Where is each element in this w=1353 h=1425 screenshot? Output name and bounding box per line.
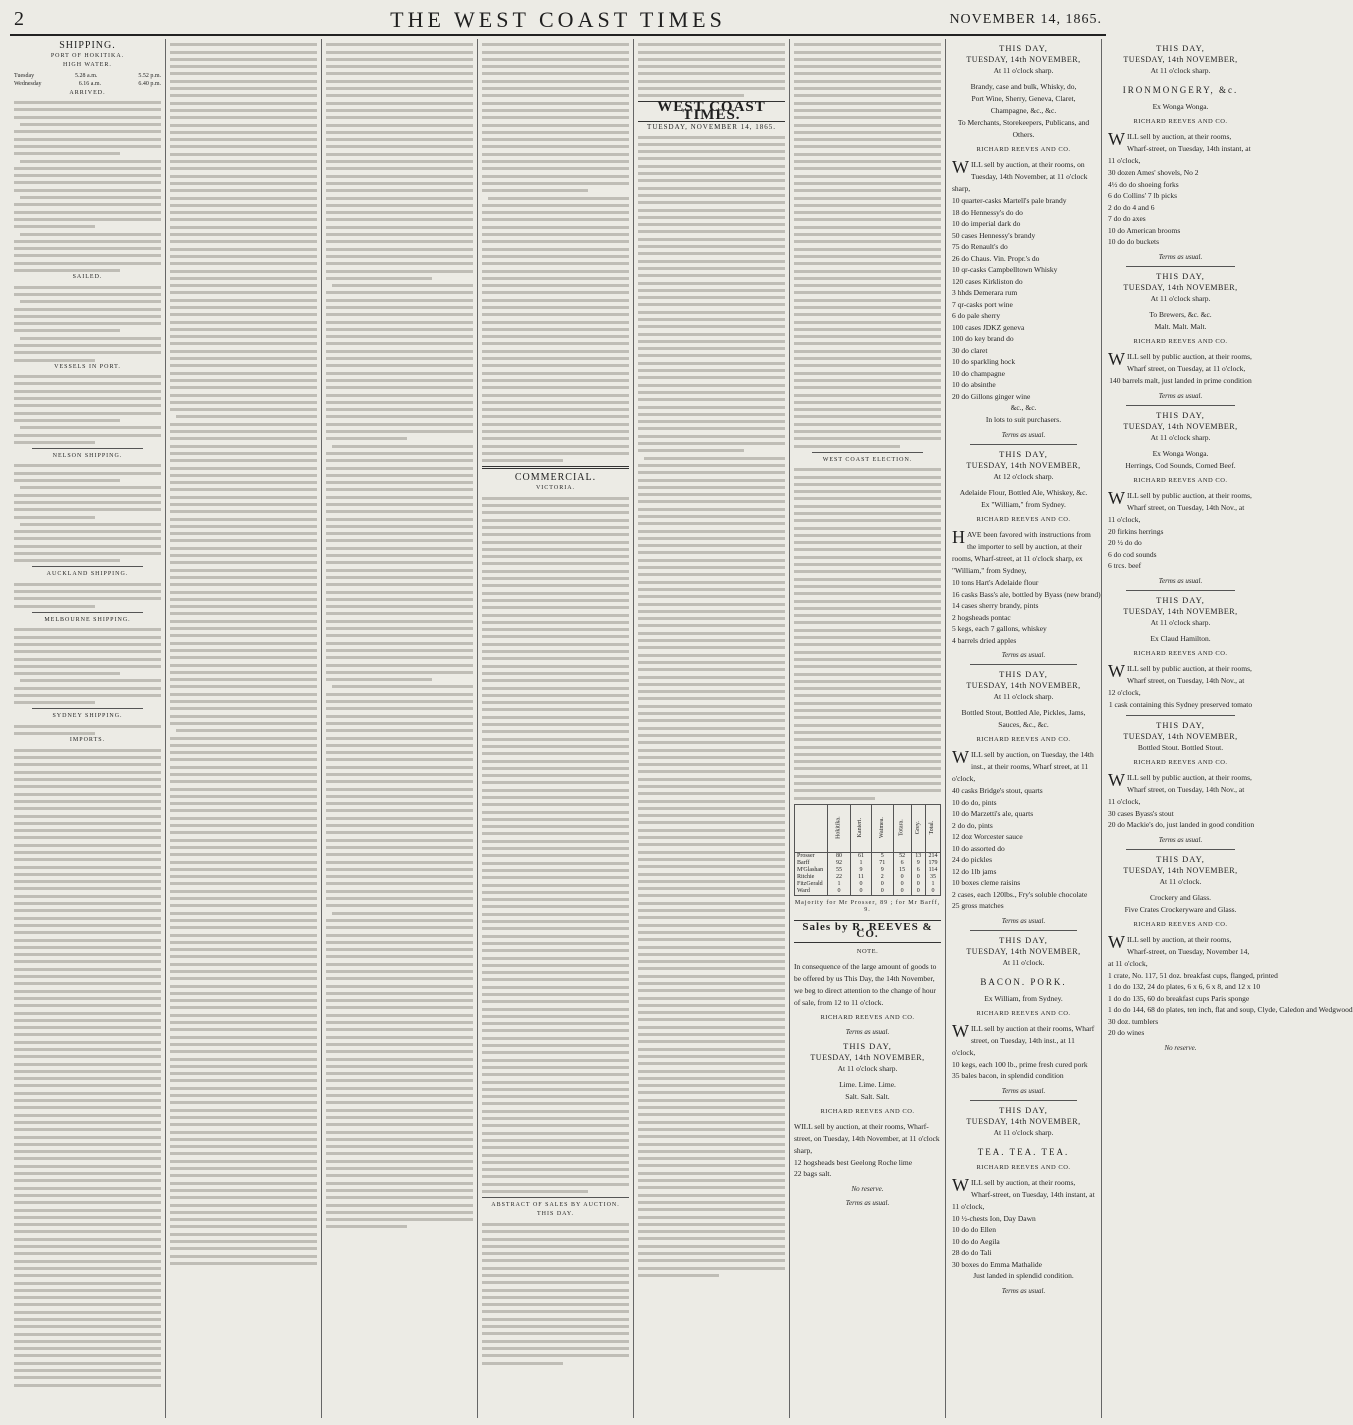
sailed-heading: SAILED.	[72, 274, 103, 281]
ad-claud-hamilton: THIS DAY, TUESDAY, 14th NOVEMBER, At 11 o'clock sharp. Ex Claud Hamilton. RICHARD REEVES AND CO. WILL sell by public auction, at their rooms, Wharf street, on Tuesday, 14th Nov., at 12 o'clock, 1 cask containing this Sydney preserved tomato	[1108, 594, 1253, 709]
election-heading: WEST COAST ELECTION.	[822, 456, 913, 463]
column-election	[790, 39, 946, 1418]
imports-text	[14, 749, 161, 1387]
in-port-text	[14, 375, 161, 444]
tide-row: Tuesday 5.28 a.m. 5.52 p.m.	[14, 72, 161, 79]
poll-table	[794, 804, 941, 896]
masthead	[10, 6, 1106, 36]
column-commercial	[478, 39, 634, 1418]
commercial-heading: COMMERCIAL.	[514, 472, 597, 484]
paper-title: THE WEST COAST TIMES	[390, 7, 726, 32]
ad-ironmongery: THIS DAY, TUESDAY, 14th NOVEMBER, At 11 o'clock sharp. IRONMONGERY, &c. Ex Wonga Wonga. RICHARD REEVES AND CO. WILL sell by auction, at their rooms, Wharf-street, on Tuesday, 14th instant, at 11 o'clock, 30 dozen Ames' shovels, No 2 4½ do do shoeing forks 6 do Collins' 7 lb picks 2 do do 4 and 6 7 do do axes 10 do American brooms 10 do do buckets Terms as usual.	[1108, 43, 1251, 261]
ad-tea: THIS DAY, TUESDAY, 14th NOVEMBER, At 11 o'clock sharp. TEA. TEA. TEA. RICHARD REEVES AND CO. WILL sell by auction, at their rooms, Wharf-street, on Tuesday, 14th instant, at 11 o'clock, 10 ½-chests Ion, Day Dawn 10 do do Ellen 10 do do Aegila 28 do do Tali 30 boxes do Emma Mathalide Just landed in splendid condition. Terms as usual.	[952, 1104, 1095, 1295]
nelson-heading: NELSON SHIPPING.	[52, 452, 123, 459]
melbourne-heading: MELBOURNE SHIPPING.	[44, 616, 131, 623]
column-auction-ads-right	[1102, 39, 1353, 1418]
ad-brandy: THIS DAY, TUESDAY, 14th NOVEMBER, At 11 o'clock sharp. Brandy, case and bulk, Whisky, do, Port Wine, Sherry, Geneva, Claret, Champagne, &c., &c. To Merchants, Storekeepers, Publicans, and Others. RICHARD REEVES AND CO. WILL sell by auction, at their rooms, on Tuesday, 14th November, at 11 o'clock sharp, 10 quarter-casks Martell's pale brandy 18 do Hennessy's do do 10 do imperial dark do 50 cases Hennessy's brandy 75 do Renault's do 26 do Chaus. Vin. Propr.'s do 10 qr-casks Campbelltown Whisky 120 cases Kirkliston do 3 hhds Demerara rum 7 qr-casks port wine 6 do pale sherry 100 cases JDKZ geneva 100 do key brand do 30 do claret 10 do sparkling hock 10 do champagne 10 do absinthe 20 do Gillons ginger wine &c., &c. In lots to suit purchasers. Terms as usual.	[952, 43, 1090, 439]
ad-crockery: THIS DAY, TUESDAY, 14th NOVEMBER, At 11 o'clock. Crockery and Glass. Five Crates Crockeryware and Glass. RICHARD REEVES AND CO. WILL sell by auction, at their rooms, Wharf-street, on Tuesday, November 14, at 11 o'clock, 1 crate, No. 117, 51 doz. breakfast cups, flanged, printed 1 do do 132, 24 do plates, 6 x 6, 6 x 8, and 12 x 10 1 do do 135, 60 do breakfast cups Paris sponge 1 do do 144, 68 do plates, ten inch, flat and soup, Clyde, Caledon and Wedgwood 30 doz. tumblers 20 do wines No reserve.	[1108, 853, 1353, 1052]
ad-stout-ale: THIS DAY, TUESDAY, 14th NOVEMBER, At 11 o'clock sharp. Bottled Stout, Bottled Ale, Pickles, Jams, Sauces, &c., &c. RICHARD REEVES AND CO. WILL sell by auction, on Tuesday, the 14th inst., at their rooms, Wharf street, at 11 o'clock, 40 casks Bridge's stout, quarts 10 do do, pints 10 do Marzetti's ale, quarts 2 do do, pints 12 doz Worcester sauce 10 do assorted do 24 do pickles 12 do 1lb jams 10 boxes cleme raisins 2 cases, each 120lbs., Fry's soluble chocolate 25 gross matches Terms as usual.	[952, 669, 1094, 925]
imports-continued	[170, 43, 317, 1265]
shipping-heading: SHIPPING.	[59, 40, 116, 51]
nameplate: WEST COAST TIMES.	[638, 101, 785, 122]
editorial-dateline: TUESDAY, NOVEMBER 14, 1865.	[647, 122, 776, 131]
abstract-heading: ABSTRACT OF SALES BY AUCTION.	[491, 1202, 620, 1209]
ad-herrings: THIS DAY, TUESDAY, 14th NOVEMBER, At 11 o'clock sharp. Ex Wonga Wonga. Herrings, Cod Sounds, Corned Beef. RICHARD REEVES AND CO. WILL sell by public auction, at their rooms, Wharf street, on Tuesday, 14th Nov., at 11 o'clock, 20 firkins herrings 20 ½ do do 6 do cod sounds 6 trcs. beef Terms as usual.	[1108, 409, 1252, 585]
ad-bottled-stout: THIS DAY, TUESDAY, 14th NOVEMBER, Bottled Stout. Bottled Stout. RICHARD REEVES AND CO. WILL sell by public auction, at their rooms, Wharf street, on Tuesday, 14th Nov., at 11 o'clock, 30 cases Byass's stout 20 do Mackie's do, just landed in good condition Terms as usual.	[1108, 719, 1255, 844]
sailed-text	[14, 286, 161, 362]
poll-row: Barff 92 1 71 6 9 179	[795, 860, 941, 867]
poll-row: M'Glashan 55 9 9 15 6 114	[795, 867, 941, 874]
poll-row: FitzGerald 1 0 0 0 0 1	[795, 881, 941, 888]
page-number: 2	[14, 8, 24, 30]
port-heading: PORT OF HOKITIKA.	[50, 53, 125, 59]
arrived-text	[14, 101, 161, 272]
shipping-news-text	[326, 43, 473, 1228]
auckland-heading: AUCKLAND SHIPPING.	[46, 571, 129, 578]
poll-header-row: Hokitika. Kanieri. Waimea. Totara. Grey. Total.	[795, 804, 941, 852]
ad-flour: THIS DAY, TUESDAY, 14th NOVEMBER, At 12 o'clock sharp. Adelaide Flour, Bottled Ale, Whiskey, &c. Ex "William," from Sydney. RICHARD REEVES AND CO. HAVE been favored with instructions from the importer to sell by auction, at their rooms, Wharf-street, at 11 o'clock sharp, ex "William," from Sydney, 10 tons Hart's Adelaide flour 16 casks Bass's ale, bottled by Byass (new brand) 14 cases sherry brandy, pints 2 hogsheads pontac 5 kegs, each 7 gallons, whiskey 4 barrels dried apples Terms as usual.	[952, 449, 1101, 659]
ad-bacon-pork: THIS DAY, TUESDAY, 14th NOVEMBER, At 11 o'clock. BACON. PORK. Ex William, from Sydney. RICHARD REEVES AND CO. WILL sell by auction at their rooms, Wharf street, on Tuesday, 14th inst., at 11 o'clock, 10 kegs, each 100 lb., prime fresh cured pork 35 bales bacon, in splendid condition Terms as usual.	[952, 934, 1095, 1095]
tide-table	[14, 72, 161, 88]
majority-line: Majority for Mr Prosser, 89 ; for Mr Barff, 9.	[794, 899, 941, 913]
column-shipping	[10, 39, 166, 1418]
editorial-text	[638, 136, 785, 1277]
column-editorial	[634, 39, 790, 1418]
in-port-heading: VESSELS IN PORT.	[54, 363, 121, 370]
victoria-heading: VICTORIA.	[535, 485, 576, 492]
columns	[10, 39, 1353, 1418]
imports-heading: IMPORTS.	[69, 737, 106, 744]
abstract-this-day: THIS DAY.	[536, 1211, 574, 1218]
sales-note: NOTE. In consequence of the large amount of goods to be offered by us This Day, the 14th November, we beg to direct attention to the change of hour of sale, from 12 to 11 o'clock. RICHARD REEVES AND CO. Terms as usual. THIS DAY, TUESDAY, 14th NOVEMBER, At 11 o'clock sharp. Lime. Lime. Lime. Salt. Salt. Salt. RICHARD REEVES AND CO. WILL sell by auction, at their rooms, Wharf-street, on Tuesday, 14th November, at 11 o'clock sharp, 12 hogsheads best Geelong Roche lime 22 bags salt. No reserve. Terms as usual.	[794, 947, 940, 1207]
ad-malt: THIS DAY, TUESDAY, 14th NOVEMBER, At 11 o'clock sharp. To Brewers, &c. &c. Malt. Malt. Malt. RICHARD REEVES AND CO. WILL sell by public auction, at their rooms, Wharf street, on Tuesday, at 11 o'clock, 140 barrels malt, just landed in prime condition Terms as usual.	[1108, 270, 1252, 400]
column-imports	[166, 39, 322, 1418]
poll-row: Ward 0 0 0 0 0 0	[795, 888, 941, 896]
tide-label: HIGH WATER.	[63, 62, 112, 69]
column-auction-ads	[946, 39, 1102, 1418]
sydney-heading: SYDNEY SHIPPING.	[52, 713, 123, 720]
poll-row: Prosser 80 61 5 52 13 214	[795, 852, 941, 860]
poll-row: Ritchie 22 11 2 0 0 35	[795, 874, 941, 881]
page-date: NOVEMBER 14, 1865.	[949, 12, 1102, 27]
sales-title: Sales by R. REEVES & CO.	[794, 920, 941, 943]
column-shipping-news	[322, 39, 478, 1418]
arrived-heading: ARRIVED.	[69, 89, 106, 96]
tide-row: Wednesday 6.16 a.m. 6.40 p.m.	[14, 80, 161, 87]
